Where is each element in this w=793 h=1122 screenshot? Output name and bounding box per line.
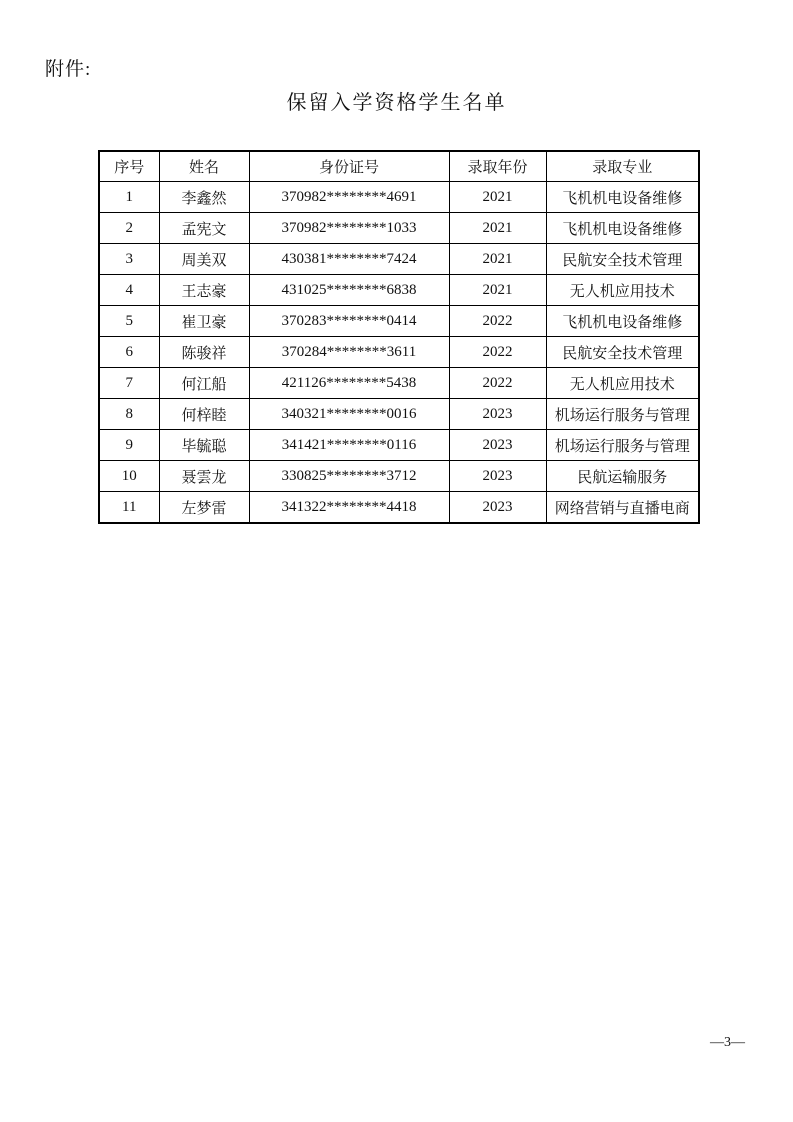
table-row [99, 368, 699, 399]
table-cell: 4 [99, 275, 159, 306]
table-cell: 1 [99, 182, 159, 213]
table-cell: 2023 [449, 430, 546, 461]
table-cell: 8 [99, 399, 159, 430]
page-title: 保留入学资格学生名单 [286, 92, 507, 114]
column-header: 录取专业 [546, 151, 699, 182]
column-header: 录取年份 [449, 151, 546, 182]
table-row [99, 244, 699, 275]
table-cell: 2021 [449, 275, 546, 306]
column-header: 姓名 [159, 151, 249, 182]
table-cell: 370982********4691 [249, 182, 449, 213]
table-cell: 机场运行服务与管理 [546, 430, 699, 461]
table-cell: 2022 [449, 368, 546, 399]
table-cell: 11 [99, 492, 159, 524]
table-cell: 何梓睦 [159, 399, 249, 430]
attachment-label: 附件: [45, 59, 92, 80]
table-row [99, 399, 699, 430]
table-cell: 机场运行服务与管理 [546, 399, 699, 430]
table-cell: 陈骏祥 [159, 337, 249, 368]
table-cell: 340321********0016 [249, 399, 449, 430]
table-body [99, 182, 699, 524]
table-cell: 2021 [449, 213, 546, 244]
table-row [99, 337, 699, 368]
table-cell: 370284********3611 [249, 337, 449, 368]
table-cell: 左梦雷 [159, 492, 249, 524]
table-cell: 431025********6838 [249, 275, 449, 306]
table-cell: 飞机机电设备维修 [546, 213, 699, 244]
table-row [99, 275, 699, 306]
table-cell: 5 [99, 306, 159, 337]
table-cell: 孟宪文 [159, 213, 249, 244]
table-header-row [99, 151, 699, 182]
table-row [99, 182, 699, 213]
table-cell: 2 [99, 213, 159, 244]
table-cell: 2023 [449, 492, 546, 524]
table-cell: 崔卫豪 [159, 306, 249, 337]
table-cell: 无人机应用技术 [546, 368, 699, 399]
table-cell: 430381********7424 [249, 244, 449, 275]
table-cell: 9 [99, 430, 159, 461]
table-cell: 无人机应用技术 [546, 275, 699, 306]
table-cell: 2021 [449, 244, 546, 275]
table-cell: 飞机机电设备维修 [546, 306, 699, 337]
table-row [99, 430, 699, 461]
table-cell: 飞机机电设备维修 [546, 182, 699, 213]
table-row [99, 492, 699, 524]
table-cell: 370982********1033 [249, 213, 449, 244]
table-row [99, 306, 699, 337]
table-cell: 毕毓聪 [159, 430, 249, 461]
table-cell: 2022 [449, 306, 546, 337]
table-cell: 李鑫然 [159, 182, 249, 213]
table-row [99, 461, 699, 492]
table-cell: 民航安全技术管理 [546, 244, 699, 275]
table-cell: 民航运输服务 [546, 461, 699, 492]
students-table [98, 150, 700, 524]
table-cell: 王志豪 [159, 275, 249, 306]
table-cell: 2023 [449, 399, 546, 430]
table-cell: 6 [99, 337, 159, 368]
table-cell: 330825********3712 [249, 461, 449, 492]
table-cell: 10 [99, 461, 159, 492]
table-cell: 3 [99, 244, 159, 275]
table-cell: 370283********0414 [249, 306, 449, 337]
table-cell: 何江船 [159, 368, 249, 399]
table-row [99, 213, 699, 244]
table-cell: 341322********4418 [249, 492, 449, 524]
table-cell: 2022 [449, 337, 546, 368]
table-cell: 网络营销与直播电商 [546, 492, 699, 524]
column-header: 序号 [99, 151, 159, 182]
page-number: —3— [710, 1035, 745, 1050]
table-cell: 民航安全技术管理 [546, 337, 699, 368]
table-cell: 341421********0116 [249, 430, 449, 461]
table-cell: 聂雲龙 [159, 461, 249, 492]
table-cell: 2023 [449, 461, 546, 492]
table-cell: 2021 [449, 182, 546, 213]
table-cell: 421126********5438 [249, 368, 449, 399]
table-cell: 周美双 [159, 244, 249, 275]
column-header: 身份证号 [249, 151, 449, 182]
table-cell: 7 [99, 368, 159, 399]
